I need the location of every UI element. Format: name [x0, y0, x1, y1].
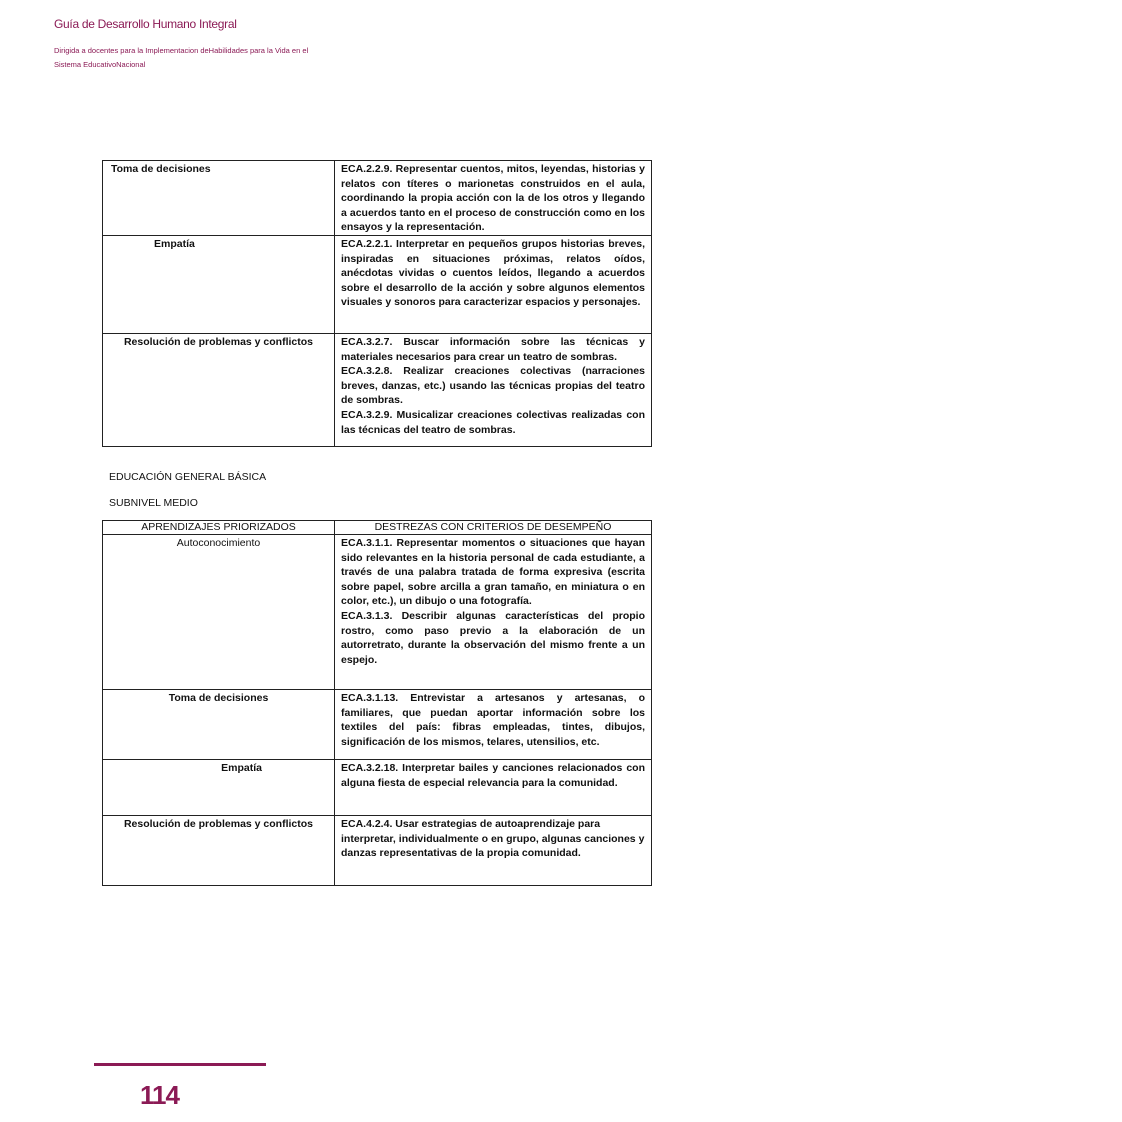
- table-row: [103, 334, 652, 447]
- skill-description: [335, 816, 652, 886]
- skill-description: [335, 236, 652, 334]
- skill-text: ECA.3.2.18. Interpretar bailes y canciones relacionados con alguna fiesta de especial relevancia para la comunidad.: [341, 762, 645, 789]
- skill-text: ECA.3.1.13. Entrevistar a artesanos y artesanas, o familiares, que puedan aportar información sobre los textiles del país: fibras empleadas, tintes, dibujos, significación de los mismos, telares, utensilios, etc.: [341, 692, 645, 748]
- skills-table-upper: [102, 160, 652, 447]
- skill-description: [335, 690, 652, 760]
- document-subtitle: Dirigida a docentes para la Implementacion deHabilidades para la Vida en el Sistema EducativoNacional: [54, 46, 309, 69]
- skill-cell: Toma de decisiones: [103, 690, 335, 760]
- column-header-learning: APRENDIZAJES PRIORIZADOS: [103, 521, 335, 535]
- skill-description: [335, 334, 652, 447]
- skill-description: [335, 161, 652, 236]
- table-header-row: [103, 521, 652, 535]
- skill-text: ECA.3.2.9. Musicalizar creaciones colectivas realizadas con las técnicas del teatro de sombras.: [341, 408, 645, 436]
- footer-divider: [94, 1063, 266, 1066]
- education-level-label: EDUCACIÓN GENERAL BÁSICA: [109, 471, 267, 483]
- skill-cell: Resolución de problemas y conflictos: [103, 334, 335, 447]
- skill-text: ECA.2.2.1. Interpretar en pequeños grupos historias breves, inspiradas en situaciones próximas, relatos oídos, anécdotas vividas o cuentos leídos, llegando a acuerdos sobre el desarrollo de la acción y sobre algunos elementos visuales y sonoros para caracterizar espacios y personajes.: [341, 238, 645, 309]
- table-row: [103, 690, 652, 760]
- skill-cell: Empatía: [103, 760, 335, 816]
- table-row: [103, 816, 652, 886]
- skill-cell: Empatía: [103, 236, 335, 334]
- table-row: [103, 535, 652, 690]
- skill-description: [335, 535, 652, 690]
- skill-text: ECA.3.1.3. Describir algunas características del propio rostro, como paso previo a la elaboración de un autorretrato, durante la observación del mismo frente a un espejo.: [341, 609, 645, 666]
- skill-text: ECA.4.2.4. Usar estrategias de autoaprendizaje para interpretar, individualmente o en grupo, algunas canciones y danzas representativas de la propia comunidad.: [341, 818, 645, 860]
- table-row: [103, 236, 652, 334]
- document-title: Guía de Desarrollo Humano Integral: [54, 17, 237, 31]
- skill-cell: Toma de decisiones: [103, 161, 335, 236]
- column-header-skills: DESTREZAS CON CRITERIOS DE DESEMPEÑO: [335, 521, 652, 535]
- skill-text: ECA.3.1.1. Representar momentos o situaciones que hayan sido relevantes en la historia personal de cada estudiante, a través de una palabra tratada de forma expresiva (escrita sobre papel, sobre arcilla a gran tamaño, en miniatura o en color, etc.), un dibujo o una fotografía.: [341, 537, 645, 608]
- page-number: 114: [140, 1080, 179, 1110]
- skill-description: [335, 760, 652, 816]
- table-row: [103, 760, 652, 816]
- skill-text: ECA.3.2.7. Buscar información sobre las técnicas y materiales necesarios para crear un teatro de sombras.: [341, 336, 645, 363]
- skill-text: ECA.2.2.9. Representar cuentos, mitos, leyendas, historias y relatos con títeres o marionetas construidos en el aula, coordinando la propia acción con la de los otros y llegando a acuerdos tanto en el proceso de construcción como en los ensayos y la representación.: [341, 163, 645, 234]
- skill-text: ECA.3.2.8. Realizar creaciones colectivas (narraciones breves, danzas, etc.) usando las técnicas propias del teatro de sombras.: [341, 365, 645, 407]
- skill-cell: Resolución de problemas y conflictos: [103, 816, 335, 886]
- skills-table-lower: [102, 520, 652, 886]
- sublevel-label: SUBNIVEL MEDIO: [109, 497, 198, 509]
- skill-cell: Autoconocimiento: [103, 535, 335, 690]
- table-row: [103, 161, 652, 236]
